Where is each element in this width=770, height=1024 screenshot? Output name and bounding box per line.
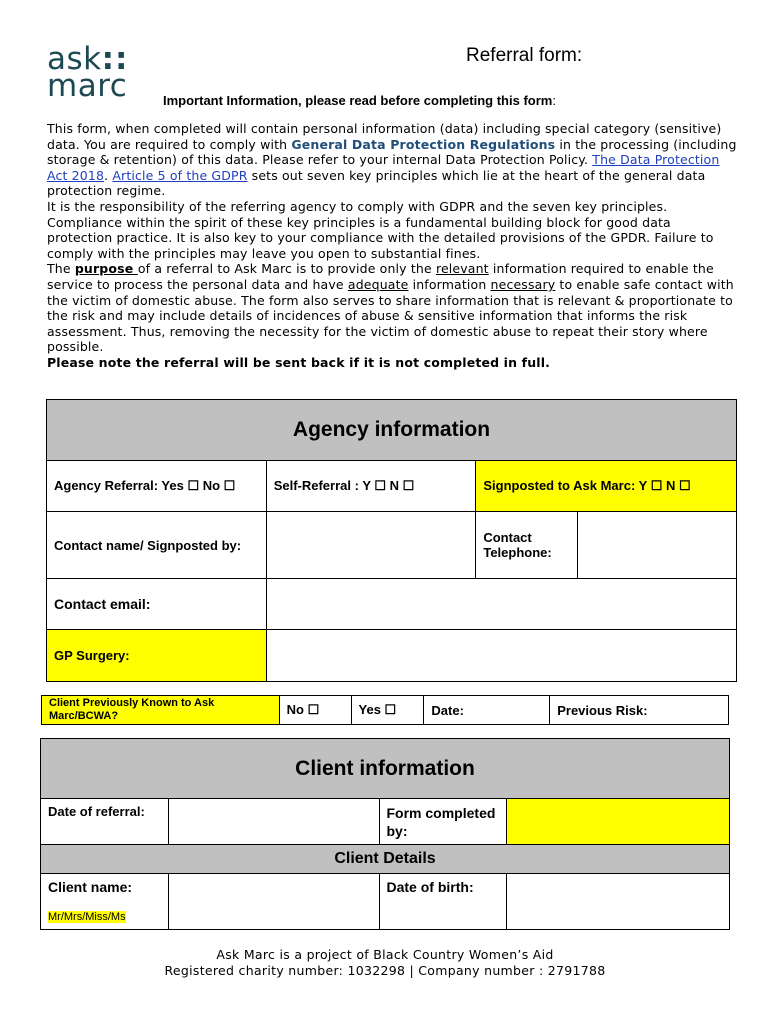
intro-p1-text-b: in the processing (including storage & retention) of this data. Please refer to your internal Data Protection Policy.: [47, 136, 737, 168]
logo-text-marc: marc: [47, 68, 128, 104]
ask-marc-logo: [47, 41, 129, 104]
completion-warning: Please note the referral will be sent back if it is not completed in full.: [47, 354, 551, 370]
intro-p1-text-d: sets out seven key principles which lie at the heart of the general data protection regime.: [47, 167, 706, 199]
agency-referral-field[interactable]: Agency Referral: Yes ☐ No ☐: [47, 461, 267, 512]
relevant-term: relevant: [435, 261, 489, 277]
client-name-label: [41, 874, 169, 930]
logo-text-ask: ask: [47, 41, 102, 77]
agency-information-table: [46, 399, 737, 682]
contact-name-input[interactable]: [266, 512, 476, 579]
form-title: Referral form:: [466, 45, 583, 66]
gp-surgery-input[interactable]: [266, 630, 736, 682]
client-name-label-text: Client name:: [48, 879, 133, 895]
client-title-options[interactable]: Mr/Mrs/Miss/Ms: [48, 911, 126, 923]
intro-paragraph-2: It is the responsibility of the referring agency to comply with GDPR and the seven key principles. Compliance within the spirit of these key principles is a fundamental building block for good data protection practice. It is also key to your compliance with the detailed provisions of the GPDR. Failure to comply with the principles may leave you open to substantial fines.: [47, 198, 714, 261]
contact-telephone-input[interactable]: [578, 512, 737, 579]
previously-known-no[interactable]: No ☐: [279, 696, 351, 725]
intro-p3-text-d: information: [408, 276, 491, 292]
date-of-birth-label: Date of birth:: [379, 874, 507, 930]
intro-p3-text-b: of a referral to Ask Marc is to provide only the: [137, 261, 436, 277]
date-of-referral-label: Date of referral:: [41, 799, 169, 845]
intro-p3-text-a: The: [47, 261, 75, 277]
important-notice: [163, 93, 556, 108]
contact-email-input[interactable]: [266, 579, 736, 630]
previous-date-field[interactable]: Date:: [424, 696, 550, 725]
client-name-input[interactable]: [168, 874, 379, 930]
footer: [0, 947, 770, 979]
contact-telephone-label: Contact Telephone:: [476, 512, 578, 579]
date-of-referral-input[interactable]: [168, 799, 379, 845]
form-completed-by-input[interactable]: [507, 799, 730, 845]
signposted-field[interactable]: Signposted to Ask Marc: Y ☐ N ☐: [476, 461, 737, 512]
client-information-table: [40, 738, 730, 930]
adequate-term: adequate: [347, 276, 409, 292]
contact-name-label: Contact name/ Signposted by:: [47, 512, 267, 579]
important-text: Important Information, please read before completing this form: [163, 93, 553, 108]
intro-paragraph-1: [47, 121, 737, 199]
previously-known-yes[interactable]: Yes ☐: [351, 696, 424, 725]
gdpr-term: General Data Protection Regulations: [291, 136, 556, 152]
important-colon: :: [552, 93, 556, 108]
data-protection-act-link[interactable]: The Data Protection Act 2018: [47, 152, 720, 183]
necessary-term: necessary: [490, 276, 556, 292]
footer-registration-line: Registered charity number: 1032298 | Company number : 2791788: [164, 963, 606, 978]
footer-project-line: Ask Marc is a project of Black Country Women’s Aid: [216, 947, 554, 962]
gp-surgery-label: GP Surgery:: [47, 630, 267, 682]
intro-p3-text-e: to enable safe contact with the victim of domestic abuse. The form also serves to share information that is relevant & proportionate to the risk and may include details of incidences of abuse & sensitive information that informs the risk assessment. Thus, removing the necessity for the victim of domestic abuse to repeat their story where possible.: [47, 276, 734, 355]
logo-dots: ::: [101, 41, 129, 77]
date-of-birth-input[interactable]: [507, 874, 730, 930]
intro-p1-text-a: This form, when completed will contain personal information (data) including special category (sensitive) data. You are required to comply with: [47, 121, 722, 152]
agency-information-heading: Agency information: [47, 400, 737, 461]
purpose-term: purpose: [74, 261, 138, 277]
intro-p1-text-c: .: [104, 167, 113, 183]
contact-email-label: Contact email:: [47, 579, 267, 630]
intro-paragraph-3: [47, 261, 737, 355]
intro-p3-text-c: information required to enable the service to process the personal data and have: [47, 261, 714, 292]
client-details-heading: Client Details: [41, 845, 730, 874]
form-completed-by-label: Form completed by:: [379, 799, 507, 845]
intro-text: [47, 121, 737, 371]
previously-known-label: Client Previously Known to Ask Marc/BCWA?: [42, 696, 280, 725]
previously-known-table: [41, 695, 729, 725]
client-information-heading: Client information: [41, 739, 730, 799]
self-referral-field[interactable]: Self-Referral : Y ☐ N ☐: [266, 461, 476, 512]
gdpr-article5-link[interactable]: Article 5 of the GDPR: [112, 167, 248, 183]
previous-risk-field[interactable]: Previous Risk:: [550, 696, 729, 725]
